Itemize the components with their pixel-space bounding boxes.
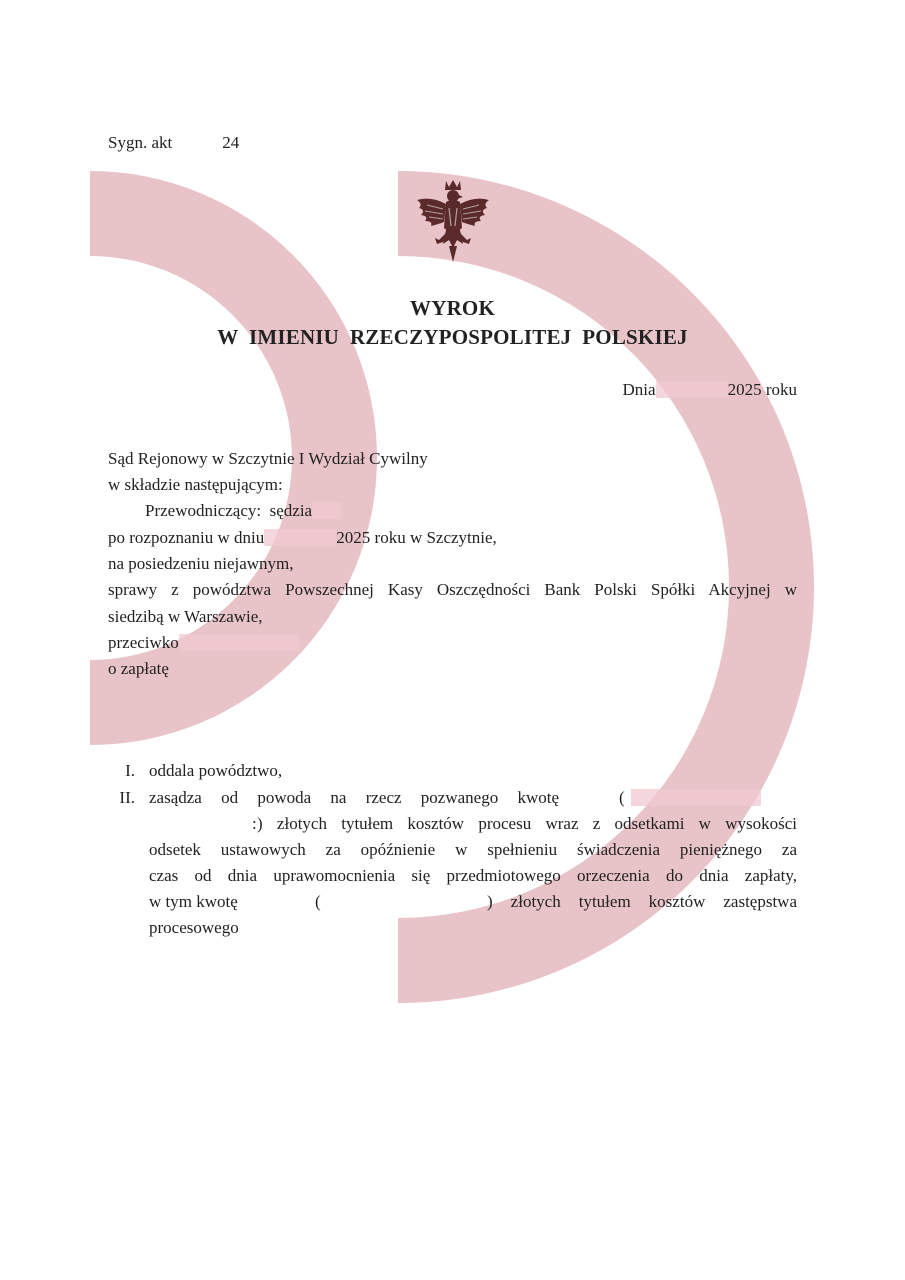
eagle-lower-tail bbox=[449, 246, 457, 262]
redacted-field bbox=[656, 381, 728, 398]
ruling-1-text: oddala powództwo, bbox=[149, 761, 283, 780]
ruling-2-paren-open: ( bbox=[619, 788, 625, 807]
ruling-2-line-5-paren: ( bbox=[315, 892, 321, 911]
ruling-1-number: I. bbox=[125, 761, 135, 780]
ruling-2-fragment: : bbox=[252, 814, 257, 833]
case-signature bbox=[108, 133, 239, 153]
hearing-suffix: 2025 roku w Szczytnie, bbox=[336, 528, 497, 547]
against-line bbox=[108, 633, 299, 653]
case-signature-prefix: Sygn. akt bbox=[108, 133, 173, 152]
eagle-right-leg bbox=[457, 232, 471, 244]
presiding-line bbox=[145, 501, 342, 521]
hearing-prefix: po rozpoznaniu w dniu bbox=[108, 528, 265, 547]
polish-eagle-emblem bbox=[413, 178, 493, 264]
case-line-1: sprawy z powództwa Powszechnej Kasy Oszczędności Bank Polski Spółki Akcyjnej w bbox=[108, 580, 797, 599]
eagle-body bbox=[444, 200, 462, 232]
ruling-2-line-4: czas od dnia uprawomocnienia się przedmiotowego orzeczenia do dnia zapłaty, bbox=[149, 866, 797, 885]
redacted-field bbox=[631, 789, 761, 806]
ruling-2-number: II. bbox=[119, 788, 135, 807]
eagle-left-leg bbox=[435, 232, 449, 244]
presiding-role: sędzia bbox=[269, 501, 313, 520]
document-title: WYROK bbox=[410, 296, 495, 320]
ruling-2-line-1-text: zasądza od powoda na rzecz pozwanego kwotę bbox=[149, 788, 559, 807]
hearing-line bbox=[108, 528, 497, 548]
court-name: Sąd Rejonowy w Szczytnie I Wydział Cywilny bbox=[108, 449, 428, 468]
date-suffix: 2025 roku bbox=[727, 380, 797, 399]
eagle-crown bbox=[445, 180, 461, 190]
case-line-2: siedzibą w Warszawie, bbox=[108, 607, 263, 626]
case-signature-suffix: 24 bbox=[222, 133, 240, 152]
ruling-2-line-1 bbox=[149, 788, 569, 808]
eagle-beak bbox=[457, 194, 463, 199]
composition-label: w składzie następującym: bbox=[108, 475, 283, 494]
redacted-field bbox=[312, 502, 342, 519]
redacted-field bbox=[179, 634, 299, 651]
session-line: na posiedzeniu niejawnym, bbox=[108, 554, 294, 573]
against-label: przeciwko bbox=[108, 633, 179, 652]
ruling-2-line-3: odsetek ustawowych za opóźnienie w spełnieniu świadczenia pieniężnego za bbox=[149, 840, 797, 859]
presiding-label: Przewodniczący: bbox=[145, 501, 262, 520]
redacted-field bbox=[264, 529, 336, 546]
ruling-2-line-2: ) złotych tytułem kosztów procesu wraz z odsetkami w wysokości bbox=[257, 814, 797, 833]
date-prefix: Dnia bbox=[622, 380, 656, 399]
subject-line: o zapłatę bbox=[108, 659, 169, 678]
ruling-2-line-5-prefix: w tym kwotę bbox=[149, 892, 238, 911]
ruling-2-line-6: procesowego bbox=[149, 918, 239, 937]
redacted-field bbox=[172, 134, 222, 151]
ruling-2-line-1-paren bbox=[619, 788, 761, 808]
date-line bbox=[623, 380, 797, 400]
ruling-2-line-5-suffix: ) złotych tytułem kosztów zastępstwa bbox=[487, 892, 797, 911]
document-subtitle: W IMIENIU RZECZYPOSPOLITEJ POLSKIEJ bbox=[217, 325, 688, 349]
